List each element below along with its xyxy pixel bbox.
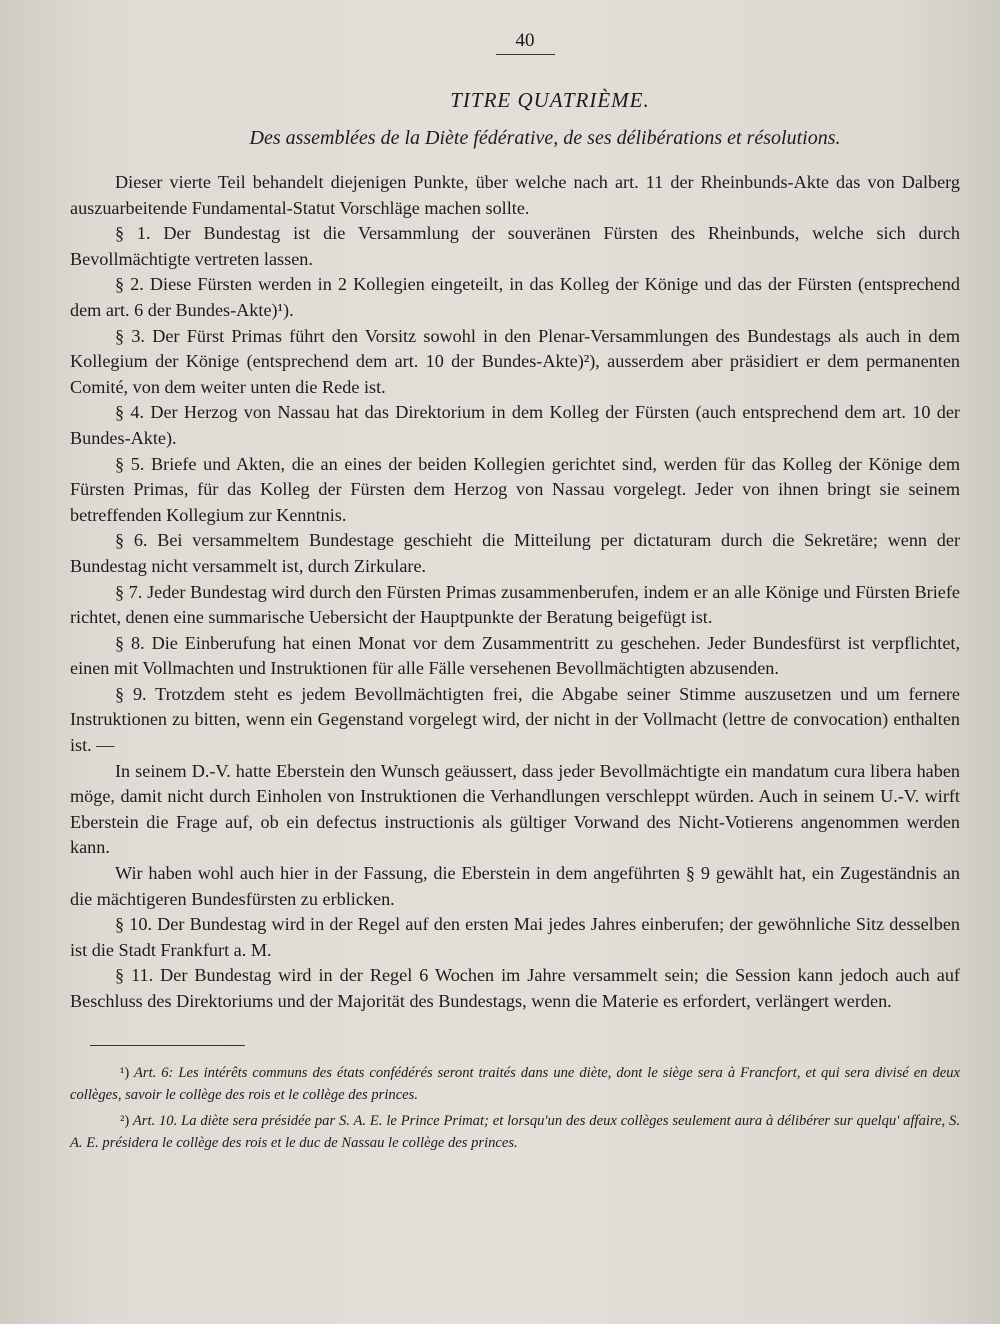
paragraph: § 3. Der Fürst Primas führt den Vorsitz sowohl in den Plenar-Versammlungen des Bundestags als auch in dem Kollegium der Könige (entsprechend dem art. 10 der Bundes-Akte)²), ausserdem aber präsidiert er dem permanenten Comité, von dem weiter unten die Rede ist.	[70, 325, 960, 397]
chapter-subtitle: Des assemblées de la Diète fédérative, de ses délibérations et résolutions.	[249, 127, 841, 149]
paragraph: § 11. Der Bundestag wird in der Regel 6 Wochen im Jahre versammelt sein; die Session kann jedoch auch auf Beschluss des Direktoriums und der Majorität des Bundestags, wenn die Materie es erfordert, verlängert werden.	[70, 965, 960, 1011]
footnote-marker: ²)	[120, 1112, 130, 1129]
paragraph: § 10. Der Bundestag wird in der Regel auf den ersten Mai jedes Jahres einberufen; der gewöhnliche Sitz desselben ist die Stadt Frankfurt a. M.	[70, 914, 960, 960]
footnote	[70, 1062, 960, 1106]
paragraph: § 1. Der Bundestag ist die Versammlung der souveränen Fürsten des Rheinbunds, welche sich durch Bevollmächtigte vertreten lassen.	[70, 223, 960, 269]
chapter-title: TITRE QUATRIÈME.	[450, 88, 650, 112]
footnote	[70, 1110, 960, 1154]
paragraph: Dieser vierte Teil behandelt diejenigen Punkte, über welche nach art. 11 der Rheinbunds-Akte das von Dalberg auszuarbeitende Fundamental-Statut Vorschläge machen sollte.	[70, 172, 960, 218]
paragraph: § 5. Briefe und Akten, die an eines der beiden Kollegien gerichtet sind, werden für das Kolleg der Könige dem Fürsten Primas, für das Kolleg der Fürsten dem Herzog von Nassau vorgelegt. Jeder von ihnen bringt sie seinem betreffenden Kollegium zur Kenntnis.	[70, 453, 960, 525]
body-text	[70, 170, 960, 1015]
paragraph: In seinem D.-V. hatte Eberstein den Wunsch geäussert, dass jeder Bevollmächtigte ein mandatum cura libera haben möge, damit nicht durch Einholen von Instruktionen die Verhandlungen verschleppt würden. Auch in seinem U.-V. wirft Eberstein die Frage auf, ob ein defectus instructionis als gültiger Vorwand des Nicht-Votierens angenommen werden kann.	[70, 760, 960, 858]
paragraph: § 6. Bei versammeltem Bundestage geschieht die Mitteilung per dictaturam durch die Sekretäre; wenn der Bundestag nicht versammelt ist, durch Zirkulare.	[70, 530, 960, 576]
footnote-text: Art. 6: Les intérêts communs des états confédérés seront traités dans une diète, dont le siège sera à Francfort, et qui sera divisé en deux collèges, savoir le collège des rois et le collège des princes.	[70, 1064, 960, 1103]
paragraph: § 2. Diese Fürsten werden in 2 Kollegien eingeteilt, in das Kolleg der Könige und das der Fürsten (entsprechend dem art. 6 der Bundes-Akte)¹).	[70, 274, 960, 320]
footnote-marker: ¹)	[120, 1064, 130, 1081]
page-number	[90, 30, 960, 58]
paragraph: Wir haben wohl auch hier in der Fassung, die Eberstein in dem angeführten § 9 gewählt hat, ein Zugeständnis an die mächtigeren Bundesfürsten zu erblicken.	[70, 863, 960, 909]
footnote-divider	[90, 1045, 245, 1046]
footnotes	[70, 1062, 960, 1154]
paragraph: § 7. Jeder Bundestag wird durch den Fürsten Primas zusammenberufen, indem er an alle Könige und Fürsten Briefe richtet, denen eine summarische Uebersicht der Hauptpunkte der Beratung beigefügt ist.	[70, 581, 960, 628]
paragraph: § 8. Die Einberufung hat einen Monat vor dem Zusammentritt zu geschehen. Jeder Bundesfürst ist verpflichtet, einen mit Vollmachten und Instruktionen für alle Fälle versehenen Bevollmächtigten abzusenden.	[70, 632, 960, 679]
paragraph: § 9. Trotzdem steht es jedem Bevollmächtigten frei, die Abgabe seiner Stimme auszusetzen und um fernere Instruktionen zu bitten, wenn ein Gegenstand vorgelegt wird, der nicht in der Vollmacht (lettre de convocation) enthalten ist. —	[70, 683, 960, 756]
paragraph: § 4. Der Herzog von Nassau hat das Direktorium in dem Kolleg der Fürsten (auch entsprechend dem art. 10 der Bundes-Akte).	[70, 402, 960, 448]
page-number-text: 40	[496, 30, 555, 55]
footnote-text: Art. 10. La diète sera présidée par S. A. E. le Prince Primat; et lorsqu'un des deux collèges seulement aura à délibérer sur quelqu' affaire, S. A. E. présidera le collège des rois et le duc de Nassau le collège des princes.	[70, 1112, 960, 1151]
